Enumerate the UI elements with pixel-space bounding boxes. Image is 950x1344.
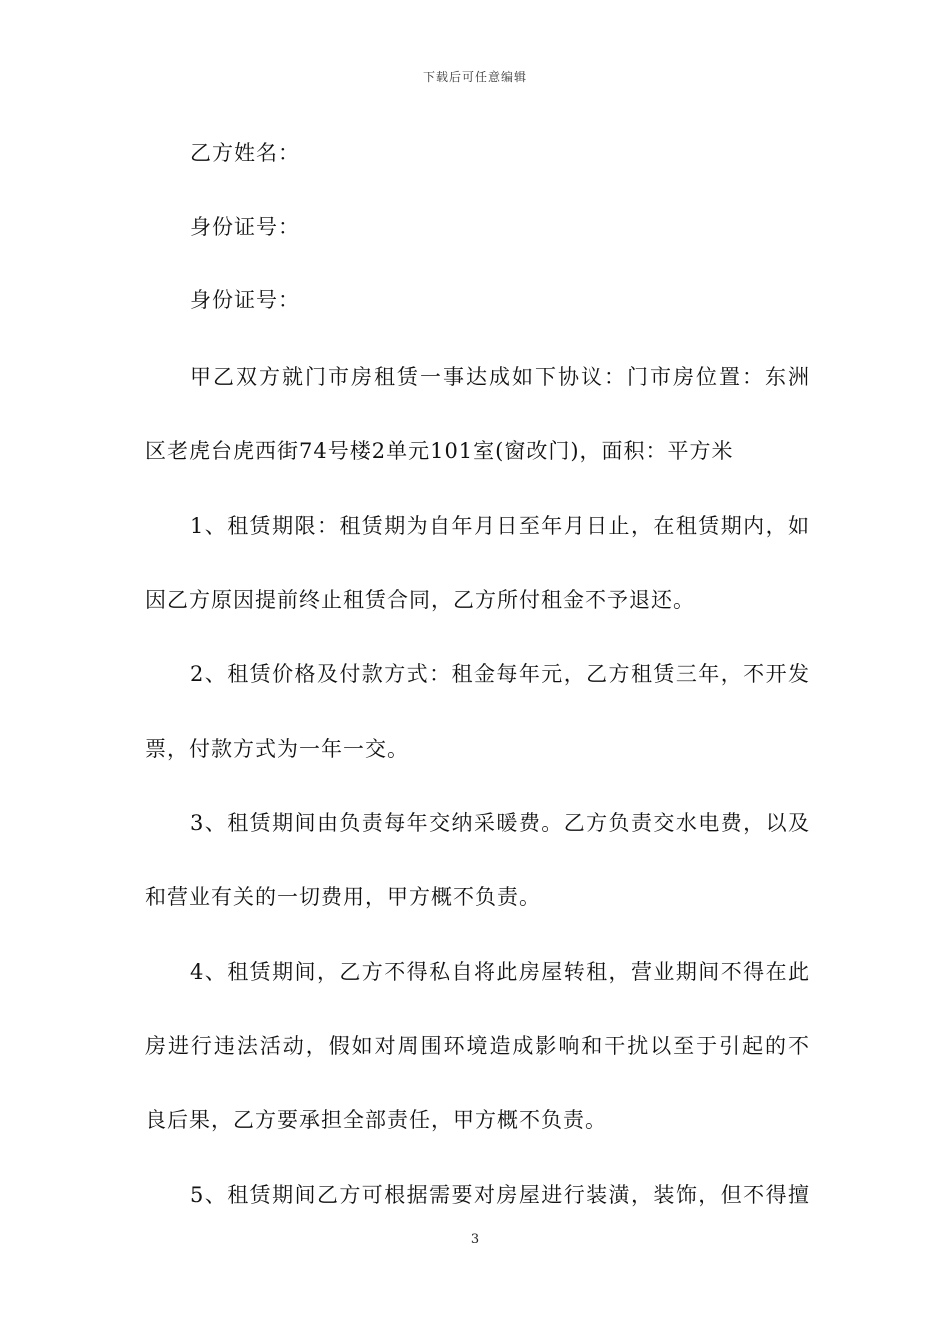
text-line: 身份证号：: [190, 288, 300, 312]
text-line: 票，付款方式为一年一交。: [145, 737, 409, 761]
page-number: 3: [470, 1232, 480, 1247]
page-header: 下载后可任意编辑: [422, 70, 527, 84]
text-line: 良后果，乙方要承担全部责任，甲方概不负责。: [145, 1108, 607, 1132]
text-line: 乙方姓名：: [190, 141, 300, 165]
text-line: 甲乙双方就门市房租赁一事达成如下协议：门市房位置：东洲: [190, 365, 810, 389]
text-line: 因乙方原因提前终止租赁合同，乙方所付租金不予退还。: [145, 588, 695, 612]
text-line: 和营业有关的一切费用，甲方概不负责。: [145, 885, 541, 909]
text-line: 5、租赁期间乙方可根据需要对房屋进行装潢，装饰，但不得擅: [190, 1183, 810, 1207]
text-line: 区老虎台虎西街74号楼2单元101室(窗改门)，面积：平方米: [145, 439, 734, 463]
text-line: 4、租赁期间，乙方不得私自将此房屋转租，营业期间不得在此: [190, 960, 810, 984]
text-line: 房进行违法活动，假如对周围环境造成影响和干扰以至于引起的不: [145, 1034, 810, 1058]
text-line: 2、租赁价格及付款方式：租金每年元，乙方租赁三年，不开发: [190, 662, 810, 686]
text-line: 身份证号：: [190, 215, 300, 239]
text-line: 1、租赁期限：租赁期为自年月日至年月日止，在租赁期内，如: [190, 514, 810, 538]
text-line: 3、租赁期间由负责每年交纳采暖费。乙方负责交水电费，以及: [190, 811, 810, 835]
